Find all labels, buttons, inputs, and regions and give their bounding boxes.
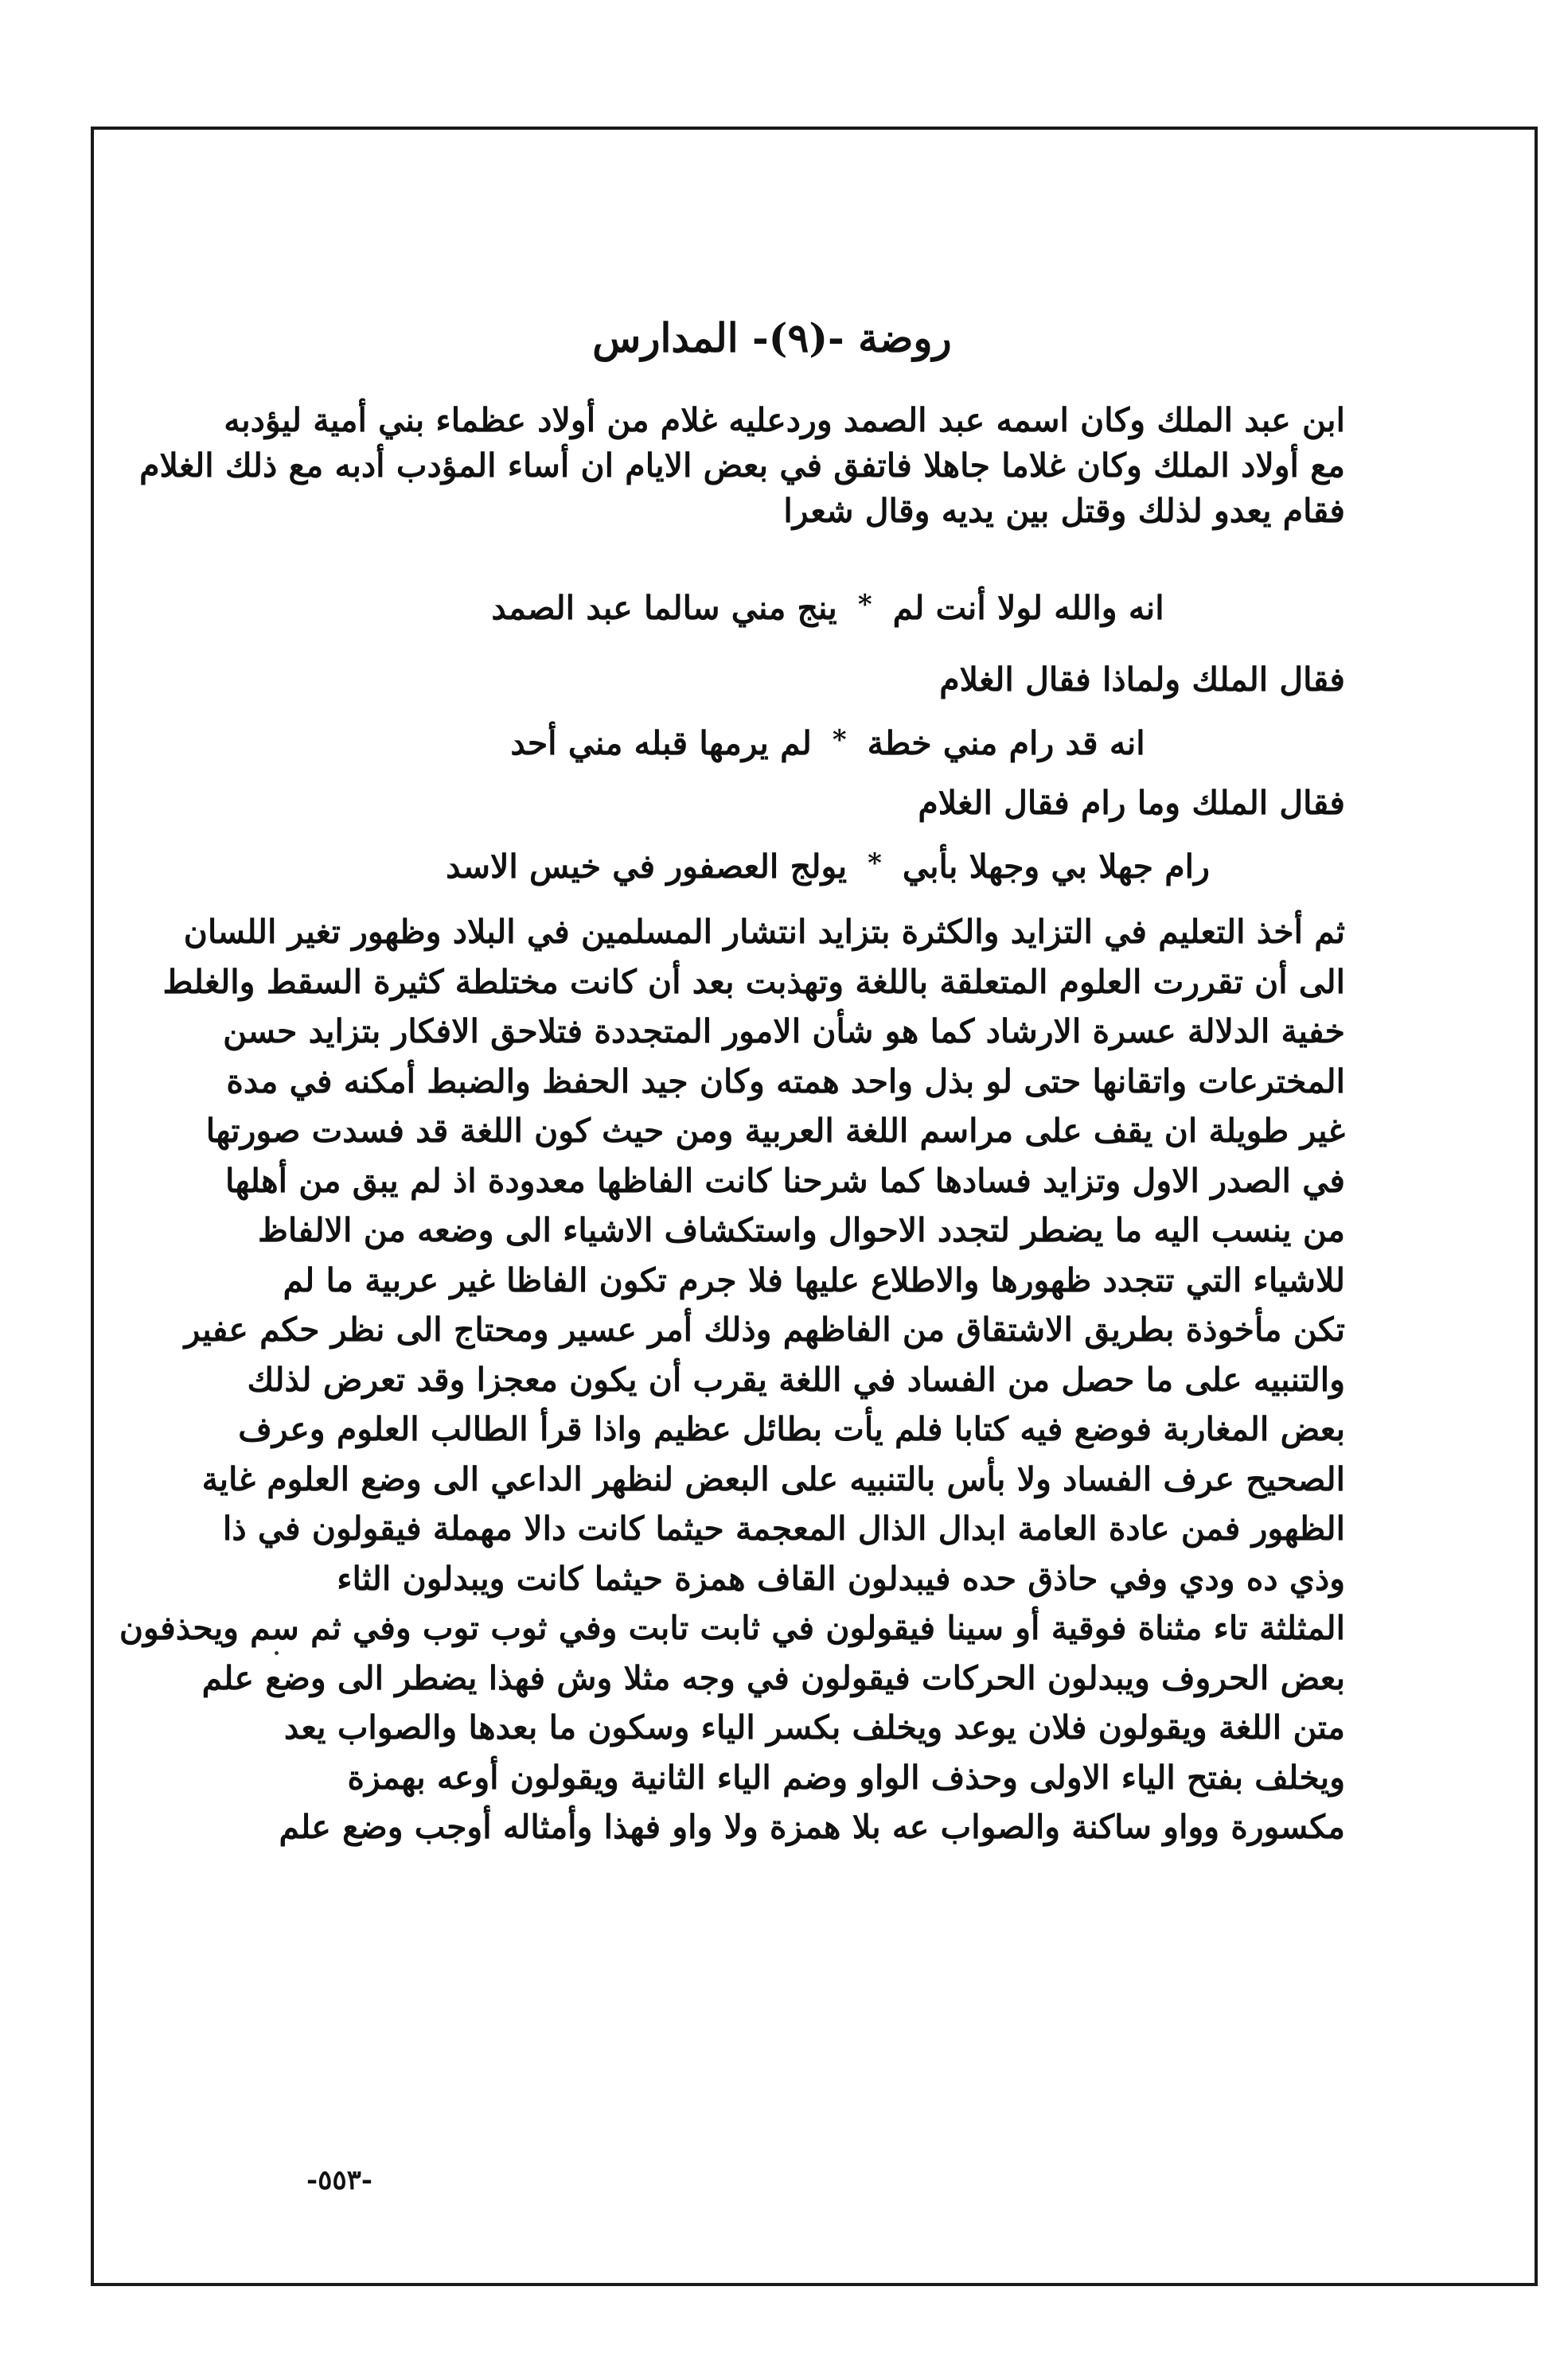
verse-second-hemistich: لم يرمها قبله مني أحد xyxy=(510,724,812,762)
verse-first-hemistich: انه والله لولا أنت لم xyxy=(892,589,1164,627)
text-line: الظهور فمن عادة العامة ابدال الذال المعجمة حيثما كانت دالا مهملة فيقولون في ذا xyxy=(222,1509,1345,1548)
text-line: ابن عبد الملك وكان اسمه عبد الصمد وردعليه غلام من أولاد عظماء بني أمية ليؤدبه xyxy=(224,401,1345,439)
text-line: بعض الحروف ويبدلون الحركات فيقولون في وجه مثلا وش فهذا يضطر الى وضع علم xyxy=(201,1658,1345,1697)
text-line: غير طويلة ان يقف على مراسم اللغة العربية ومن حيث كون اللغة قد فسدت صورتها xyxy=(205,1112,1345,1150)
text-line: بعض المغاربة فوضع فيه كتابا فلم يأت بطائل عظيم واذا قرأ الطالب العلوم وعرف xyxy=(238,1410,1345,1448)
verse-line xyxy=(310,589,1345,627)
ink-dot xyxy=(275,1651,279,1655)
text-line: في الصدر الاول وتزايد فسادها كما شرحنا كانت الفاظها معدودة اذ لم يبق من أهلها xyxy=(225,1161,1345,1200)
text-line: فقام يعدو لذلك وقتل بين يديه وقال شعرا xyxy=(783,492,1345,530)
verse-separator: * xyxy=(857,589,872,621)
text-line: ويخلف بفتح الياء الاولى وحذف الواو وضم الياء الثانية ويقولون أوعه بهمزة xyxy=(347,1758,1345,1797)
verse-line xyxy=(310,847,1345,886)
body-paragraph xyxy=(119,907,1345,1852)
verse-separator: * xyxy=(868,847,882,879)
text-line: للاشياء التي تتجدد ظهورها والاطلاع عليها فلا جرم تكون الفاظا غير عربية ما لم xyxy=(283,1260,1345,1299)
text-line: وذي ده ودي وفي حاذق حده فيبدلون القاف همزة حيثما كانت ويبدلون الثاء xyxy=(337,1559,1345,1598)
verse-first-hemistich: رام جهلا بي وجهلا بأبي xyxy=(902,847,1210,886)
text-line: مكسورة وواو ساكنة والصواب عه بلا همزة ولا واو فهذا وأمثاله أوجب وضع علم xyxy=(279,1808,1345,1846)
text-line: المخترعات واتقانها حتى لو بذل واحد همته وكان جيد الحفظ والضبط أمكنه في مدة xyxy=(226,1061,1345,1100)
text-line: المثلثة تاء مثناة فوقية أو سينا فيقولون في ثابت تابت وفي ثوب توب وفي ثم سم ويحذفون xyxy=(119,1609,1345,1647)
text-line: مع أولاد الملك وكان غلاما جاهلا فاتفق في بعض الايام ان أساء المؤدب أدبه مع ذلك الغلام xyxy=(139,446,1345,485)
text-line: الصحيح عرف الفساد ولا بأس بالتنبيه على البعض لنظهر الداعي الى وضع العلوم غاية xyxy=(201,1459,1345,1498)
verse-line xyxy=(310,724,1345,762)
verse-first-hemistich: انه قد رام مني خطة xyxy=(867,724,1145,762)
dialogue-line: فقال الملك وما رام فقال الغلام xyxy=(918,784,1345,822)
intro-paragraph xyxy=(139,398,1345,534)
page-header: روضة -(٩)- المدارس xyxy=(592,314,952,361)
verse-separator: * xyxy=(832,724,847,756)
text-line: الى أن تقررت العلوم المتعلقة باللغة وتهذبت بعد أن كانت مختلطة كثيرة السقط والغلط xyxy=(162,962,1345,1001)
text-line: ثم أخذ التعليم في التزايد والكثرة بتزايد انتشار المسلمين في البلاد وظهور تغير اللسان xyxy=(183,913,1345,951)
text-line: والتنبيه على ما حصل من الفساد في اللغة يقرب أن يكون معجزا وقد تعرض لذلك xyxy=(247,1360,1345,1399)
text-line: من ينسب اليه ما يضطر لتجدد الاحوال واستكشاف الاشياء الى وضعه من الالفاظ xyxy=(258,1211,1345,1249)
page-number: -٥٥٣- xyxy=(306,2164,373,2196)
dialogue-line: فقال الملك ولماذا فقال الغلام xyxy=(939,660,1345,699)
text-line: متن اللغة ويقولون فلان يوعد ويخلف بكسر الياء وسكون ما بعدها والصواب يعد xyxy=(283,1708,1345,1747)
text-line: تكن مأخوذة بطريق الاشتقاق من الفاظهم وذلك أمر عسير ومحتاج الى نظر حكم عفير xyxy=(184,1311,1345,1349)
verse-second-hemistich: ينج مني سالما عبد الصمد xyxy=(491,589,837,627)
text-line: خفية الدلالة عسرة الارشاد كما هو شأن الامور المتجددة فتلاحق الافكار بتزايد حسن xyxy=(223,1012,1345,1050)
verse-second-hemistich: يولج العصفور في خيس الاسد xyxy=(446,847,848,886)
